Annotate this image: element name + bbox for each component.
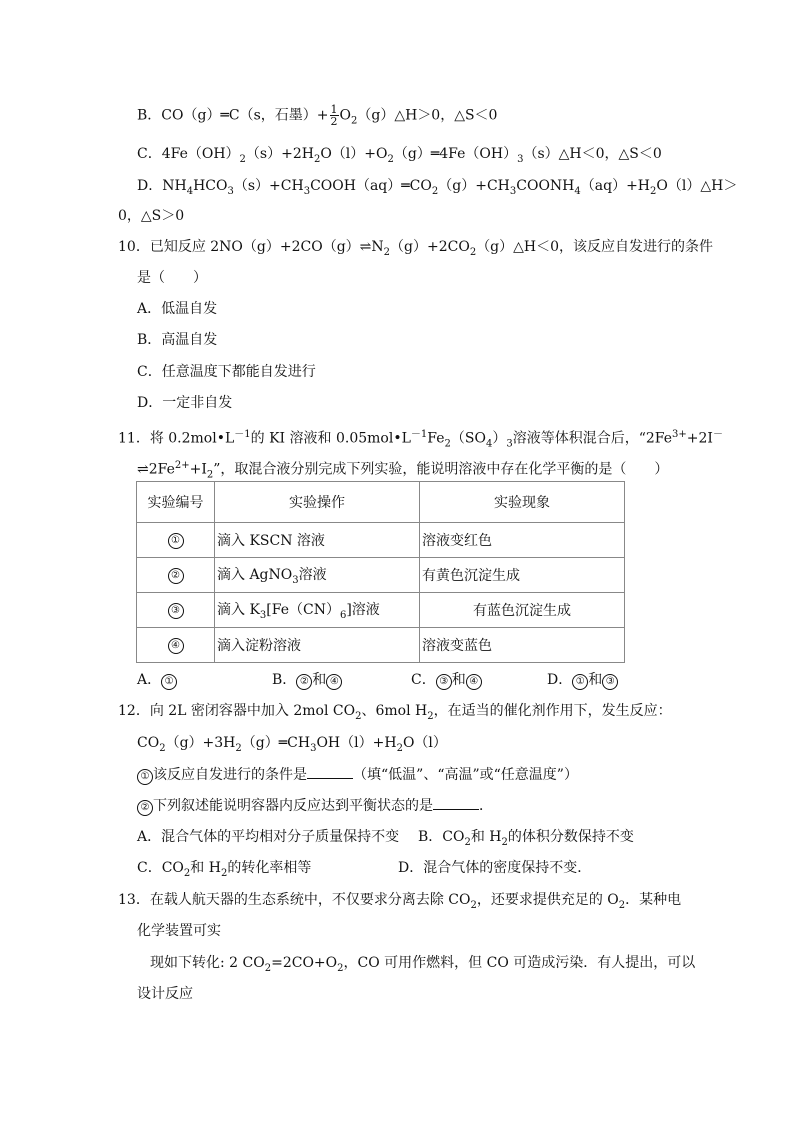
text: Fe [427, 430, 445, 447]
text: C． [411, 672, 436, 688]
table-row [137, 523, 625, 558]
text: A．低温自发 [137, 301, 218, 317]
sub: 2 [618, 899, 626, 911]
text: OH（l）+H [316, 735, 397, 751]
circled-number: ② [296, 674, 312, 690]
text: ]溶液 [346, 602, 380, 619]
text: ，还要求提供充足的 O [476, 892, 619, 908]
sub: 2 [159, 742, 166, 754]
text: B． [272, 672, 297, 688]
text: 和 H [190, 860, 221, 876]
sub: 3 [227, 185, 234, 197]
sub: 2 [650, 185, 657, 197]
text: ”，取混合液分别完成下列实验，能说明溶液中存在化学平衡的是（ ） [213, 461, 669, 478]
q13-stem-cont-3 [137, 984, 193, 1004]
table-row [137, 628, 625, 663]
q11-answer-d [547, 670, 618, 690]
text: O（l）△H＞ [656, 178, 738, 194]
text: +2I [686, 430, 713, 447]
q10-option-b [137, 330, 217, 350]
text: （aq）+H [580, 178, 651, 194]
text: （g）+CH [438, 178, 510, 194]
cell-op: 滴入 KSCN 溶液 [215, 523, 420, 558]
sub: 2 [383, 246, 391, 258]
circled-number: ③ [168, 603, 184, 619]
text: 是（ ） [137, 270, 207, 286]
text: D．NH [137, 178, 187, 194]
text: 滴入 K [217, 602, 260, 619]
sub: 3 [509, 185, 517, 197]
cell-op [215, 593, 420, 628]
text: 的体积分数保持不变 [507, 829, 634, 845]
text: [Fe（CN） [266, 602, 340, 619]
text: （s）+CH [233, 178, 304, 194]
sub: 3 [310, 742, 317, 754]
sub: 2 [239, 153, 246, 165]
sub: 2 [464, 836, 471, 848]
sup: －1 [234, 429, 251, 440]
text: （填“低温”、“高温”或“任意温度”） [353, 767, 578, 783]
sub: 2 [431, 185, 439, 197]
text: 设计反应 [137, 986, 193, 1002]
text: （g）△H＞0，△S＜0 [357, 107, 498, 124]
text: 下列叙述能说明容器内反应达到平衡状态的是 [153, 798, 433, 814]
sub: 3 [506, 438, 513, 450]
sub: 2 [387, 153, 394, 165]
fraction-one-half [330, 104, 339, 127]
cell-no [137, 558, 215, 593]
text: 滴入 AgNO [217, 567, 293, 584]
text: （s）+2H [245, 146, 314, 162]
answer-blank[interactable] [433, 795, 479, 810]
text: （g）+2CO [390, 239, 470, 255]
text: C．CO [137, 860, 184, 876]
text: ，在适当的催化剂作用下，发生反应： [433, 703, 672, 719]
text: D．一定非自发 [137, 395, 233, 411]
q12-option-b [418, 827, 634, 853]
sub: 6 [339, 609, 347, 621]
q12-option-d [398, 858, 591, 878]
text: ⇌2Fe [137, 461, 175, 478]
cell-res: 溶液变蓝色 [420, 628, 625, 663]
col-header: 实验操作 [215, 482, 420, 523]
text: O（l） [402, 735, 447, 751]
circled-number: ④ [168, 638, 184, 654]
experiment-table [136, 481, 625, 663]
circled-number: ① [161, 674, 177, 690]
text: （g）+3H [165, 735, 236, 751]
cell-res: 有黄色沉淀生成 [420, 558, 625, 593]
sub: 2 [183, 867, 191, 879]
frac-num: 1 [330, 103, 338, 116]
text: ．某种电 [625, 892, 682, 908]
circled-number: ② [137, 800, 153, 816]
text: B．高温自发 [137, 332, 218, 348]
sup: 2+ [174, 460, 190, 471]
text: （s）△H＜0，△S＜0 [523, 146, 662, 162]
table-row [137, 593, 625, 628]
q11-answer-c [411, 670, 482, 690]
cell-op [215, 558, 420, 593]
q12-stem [118, 701, 672, 727]
text: =2CO+O [271, 955, 338, 971]
text: 和 [588, 672, 603, 688]
sub: 2 [355, 710, 362, 722]
q12-option-a [137, 827, 399, 847]
text: 和 H [470, 829, 502, 845]
text: HCO [193, 178, 228, 194]
sub: 2 [235, 742, 242, 754]
cell-op: 滴入淀粉溶液 [215, 628, 420, 663]
text: O [339, 107, 351, 124]
circled-number: ① [168, 533, 184, 549]
q11-stem [118, 425, 723, 454]
text: ． [479, 798, 493, 814]
text: 的 KI 溶液和 0.05mol•L [250, 430, 411, 447]
sub: 3 [303, 185, 311, 197]
q13-stem-cont [137, 921, 221, 941]
text: 12．向 2L 密闭容器中加入 2mol CO [118, 703, 356, 719]
sub: 3 [517, 153, 524, 165]
q10-stem [118, 237, 713, 263]
table-header-row [137, 482, 625, 523]
sub: 4 [485, 438, 493, 450]
q11-answer-b [272, 670, 342, 690]
text: B．CO [418, 829, 465, 845]
answer-blank[interactable] [307, 764, 353, 779]
q12-option-c [137, 858, 311, 884]
text: （g）═CH [241, 735, 311, 751]
col-header: 实验编号 [137, 482, 215, 523]
sub: 4 [186, 185, 194, 197]
text: （g）△H＜0，该反应自发进行的条件 [476, 239, 714, 255]
col-header: 实验现象 [420, 482, 625, 523]
text: COONH [516, 178, 575, 194]
text: 化学装置可实 [137, 923, 221, 939]
q12-part-2 [137, 795, 493, 816]
cell-no [137, 628, 215, 663]
text: +I [189, 461, 207, 478]
circled-number: ① [572, 674, 588, 690]
text: A．混合气体的平均相对分子质量保持不变 [137, 829, 400, 845]
text: ，CO 可用作燃料，但 CO 可造成污染．有人提出，可以 [343, 955, 696, 971]
table-row [137, 558, 625, 593]
text: （SO [450, 430, 486, 447]
circled-number: ③ [602, 674, 618, 690]
circled-number: ① [137, 769, 153, 785]
text: B．CO（g）═C（s，石墨）+ [137, 107, 329, 124]
sub: 2 [313, 153, 321, 165]
sup: 3+ [672, 429, 687, 440]
text: 13．在载人航天器的生态系统中，不仅要求分离去除 CO [118, 892, 471, 908]
sup: － [712, 429, 723, 440]
text: O（l）+O [320, 146, 388, 162]
sub: 2 [206, 469, 214, 481]
cell-res: 溶液变红色 [420, 523, 625, 558]
text: C．4Fe（OH） [137, 146, 240, 162]
text: 11．将 0.2mol•L [118, 430, 235, 447]
q10-stem-cont [137, 268, 207, 288]
q9-option-d-cont [118, 206, 184, 226]
sub: 2 [501, 836, 508, 848]
text: A． [137, 672, 162, 688]
text: 该反应自发进行的条件是 [153, 767, 307, 783]
sub: 3 [292, 574, 299, 586]
text: CO [137, 735, 160, 751]
q13-stem-cont-2 [150, 953, 695, 979]
q13-stem [118, 890, 681, 916]
circled-number: ③ [436, 674, 452, 690]
q10-option-c [137, 362, 316, 382]
sup: －1 [410, 429, 428, 440]
text: 和 [451, 672, 466, 688]
sub: 2 [396, 742, 403, 754]
q9-option-b [137, 104, 497, 131]
text: 的转化率相等 [227, 860, 312, 876]
text: D．混合气体的密度保持不变． [398, 860, 592, 876]
q12-equation [137, 733, 447, 759]
sub: 2 [469, 246, 477, 258]
sub: 2 [427, 710, 434, 722]
text: ） [492, 430, 507, 447]
q9-option-c [137, 144, 662, 170]
text: 现如下转化: 2 CO [150, 955, 265, 971]
cell-res: 有蓝色沉淀生成 [420, 593, 625, 628]
q10-option-a [137, 299, 217, 319]
circled-number: ④ [466, 674, 482, 690]
sub: 2 [470, 899, 477, 911]
sub: 2 [350, 115, 358, 127]
circled-number: ④ [326, 674, 342, 690]
text: 10．已知反应 2NO（g）+2CO（g）⇌N [118, 239, 384, 255]
sub: 4 [574, 185, 581, 197]
text: C．任意温度下都能自发进行 [137, 364, 316, 380]
sub: 2 [220, 867, 228, 879]
text: 溶液等体积混合后，“2Fe [512, 430, 673, 447]
sub: 3 [259, 609, 267, 621]
sub: 2 [264, 962, 272, 974]
q10-option-d [137, 393, 232, 413]
text: 、6mol H [361, 703, 428, 719]
q9-option-d [137, 176, 737, 202]
cell-no [137, 593, 215, 628]
text: 0，△S＞0 [118, 208, 185, 224]
text: （g）═4Fe（OH） [393, 146, 518, 162]
q12-part-1 [137, 764, 578, 785]
text: COOH（aq）═CO [310, 178, 432, 194]
text: D． [547, 672, 573, 688]
q11-answer-a [137, 670, 177, 690]
frac-den: 2 [330, 115, 338, 128]
text: 溶液 [298, 567, 327, 584]
cell-no [137, 523, 215, 558]
sub: 2 [444, 438, 451, 450]
text: 和 [312, 672, 327, 688]
circled-number: ② [168, 568, 184, 584]
sub: 2 [337, 962, 344, 974]
